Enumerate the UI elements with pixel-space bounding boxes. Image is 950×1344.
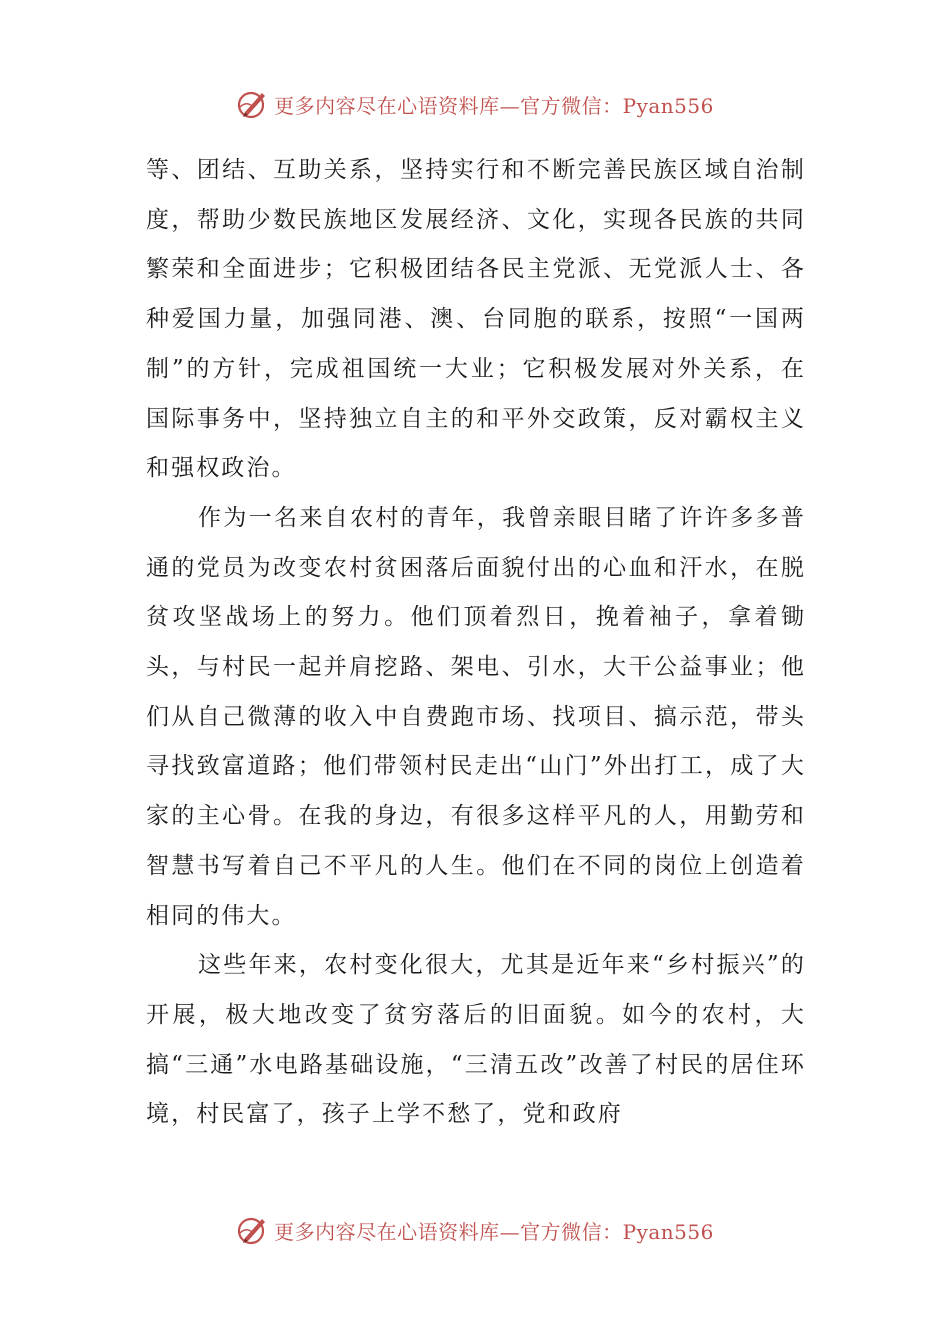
watermark-text: 更多内容尽在心语资料库—官方微信：Pyan556 [274, 1219, 714, 1244]
footer-watermark [0, 1210, 950, 1250]
paragraph-2: 作为一名来自农村的青年，我曾亲眼目睹了许许多多普通的党员为改变农村贫困落后面貌付出的心血和汗水，在脱贫攻坚战场上的努力。他们顶着烈日，挽着袖子，拿着锄头，与村民一起并肩挖路、架电、引水，大干公益事业；他们从自己微薄的收入中自费跑市场、找项目、搞示范，带头寻找致富道路；他们带领村民走出“山门”外出打工，成了大家的主心骨。在我的身边，有很多这样平凡的人，用勤劳和智慧书写着自己不平凡的人生。他们在不同的岗位上创造着相同的伟大。 [146, 504, 806, 929]
paragraph-3: 这些年来，农村变化很大，尤其是近年来“乡村振兴”的开展，极大地改变了贫穷落后的旧面貌。如今的农村，大搞“三通”水电路基础设施，“三清五改”改善了村民的居住环境，村民富了，孩子上学不愁了，党和政府 [146, 952, 806, 1128]
document-body [146, 146, 806, 1140]
paragraph-1: 等、团结、互助关系，坚持实行和不断完善民族区域自治制度，帮助少数民族地区发展经济、文化，实现各民族的共同繁荣和全面进步；它积极团结各民主党派、无党派人士、各种爱国力量，加强同港、澳、台同胞的联系，按照“一国两制”的方针，完成祖国统一大业；它积极发展对外关系，在国际事务中，坚持独立自主的和平外交政策，反对霸权主义和强权政治。 [146, 157, 806, 482]
pen-logo-icon [236, 87, 270, 121]
pen-logo-icon [236, 1213, 270, 1247]
header-watermark [0, 84, 950, 124]
watermark-text: 更多内容尽在心语资料库—官方微信：Pyan556 [274, 93, 714, 118]
